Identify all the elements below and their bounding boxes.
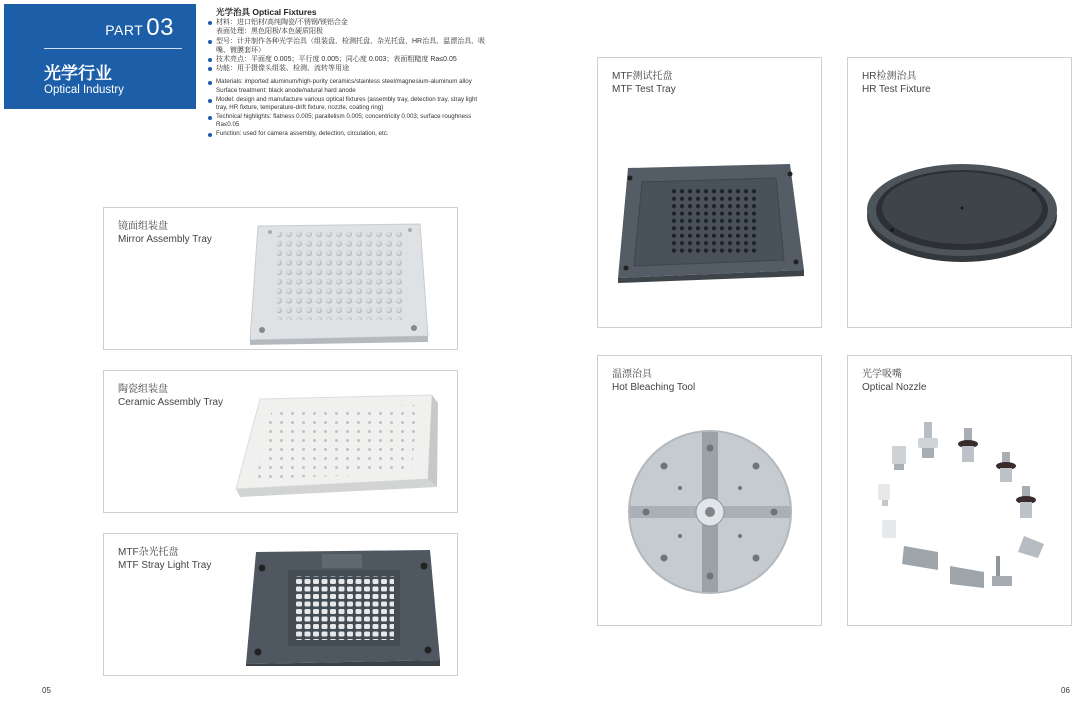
product-card-mtf-test-tray bbox=[597, 57, 822, 328]
product-card-mtf-stray-light-tray bbox=[103, 533, 458, 676]
intro-en-line: Surface treatment: black anode/natural hard anode bbox=[216, 87, 356, 95]
product-title bbox=[118, 546, 211, 572]
product-title bbox=[118, 220, 212, 246]
intro-en-line: Ra≤0.05 bbox=[216, 121, 240, 129]
hr-test-fixture-image bbox=[862, 158, 1062, 268]
product-name-en: Mirror Assembly Tray bbox=[118, 234, 212, 245]
intro-cn-line: 型号：计并制作各种光学治具（组装盘、检测托盘、杂光托盘、HR治具、温漂治具、吸 bbox=[206, 37, 522, 46]
mtf-stray-light-tray-image bbox=[244, 548, 444, 666]
intro-en-line: Function: used for camera assembly, detection, circulation, etc. bbox=[206, 130, 522, 139]
product-name-en: Ceramic Assembly Tray bbox=[118, 397, 224, 408]
product-name-cn: MTF杂光托盘 bbox=[118, 547, 179, 558]
intro-cn-line: 表面处理：黑色阳极/本色硬质阳极 bbox=[216, 28, 323, 36]
product-name-cn: 温漂治具 bbox=[612, 369, 652, 380]
intro-en-line: Technical highlights: flatness 0.005; parallelism 0.005; concentricity 0.003; surface roughness bbox=[206, 113, 522, 122]
intro-en-line: Model: design and manufacture various optical fixtures (assembly tray, detection tray, stray light bbox=[206, 96, 522, 105]
intro-cn-line: 材料：进口铝材/高纯陶瓷/不锈钢/镁铝合金 bbox=[206, 18, 522, 27]
part-divider bbox=[44, 48, 182, 49]
intro-cn-line: 技术亮点：平面度 0.005；平行度 0.005；同心度 0.003；表面粗糙度 Ra≤0.05 bbox=[206, 55, 522, 64]
product-name-en: Optical Nozzle bbox=[862, 382, 927, 393]
industry-title-cn: 光学行业 bbox=[44, 64, 112, 83]
intro-en-line: tray, HR fixture, temperature-drift fixture, nozzle, coating ring) bbox=[216, 104, 384, 112]
product-name-en: MTF Stray Light Tray bbox=[118, 560, 212, 571]
product-name-cn: HR检测治具 bbox=[862, 71, 917, 82]
product-card-hot-bleaching-tool bbox=[597, 355, 822, 626]
product-card-mirror-assembly-tray bbox=[103, 207, 458, 350]
part-label bbox=[105, 14, 174, 42]
product-name-en: MTF Test Tray bbox=[612, 84, 676, 95]
intro-title: 光学治具 Optical Fixtures bbox=[216, 7, 317, 17]
page-number-right: 06 bbox=[1061, 686, 1070, 695]
product-name-en: HR Test Fixture bbox=[862, 84, 931, 95]
product-title bbox=[612, 368, 695, 394]
product-name-cn: 陶瓷组装盘 bbox=[118, 384, 168, 395]
page-number-left: 05 bbox=[42, 686, 51, 695]
part-header-block bbox=[4, 4, 196, 109]
product-title bbox=[118, 383, 223, 409]
mirror-assembly-tray-image bbox=[244, 220, 434, 345]
product-name-cn: 光学吸嘴 bbox=[862, 369, 902, 380]
product-title bbox=[862, 368, 926, 394]
product-name-cn: 镜面组装盘 bbox=[118, 221, 168, 232]
mtf-test-tray-image bbox=[614, 158, 809, 283]
intro-section bbox=[206, 8, 522, 139]
part-word: PART bbox=[105, 22, 144, 38]
product-name-en: Hot Bleaching Tool bbox=[612, 382, 696, 393]
product-card-optical-nozzle bbox=[847, 355, 1072, 626]
part-number: 03 bbox=[146, 14, 174, 41]
intro-cn-line: 嘴、镀膜套环） bbox=[216, 46, 265, 54]
intro-cn-line: 功能：用于摄像头组装、检测、流转等用途 bbox=[206, 64, 522, 73]
product-title bbox=[862, 70, 931, 96]
ceramic-assembly-tray-image bbox=[232, 391, 442, 501]
product-name-cn: MTF测试托盘 bbox=[612, 71, 673, 82]
product-card-hr-test-fixture bbox=[847, 57, 1072, 328]
industry-title-en: Optical Industry bbox=[44, 84, 124, 96]
optical-nozzle-image bbox=[866, 416, 1056, 596]
product-title bbox=[612, 70, 676, 96]
intro-en-line: Materials: imported aluminum/high-purity ceramics/stainless steel/magnesium-aluminum alloy bbox=[206, 78, 522, 87]
product-card-ceramic-assembly-tray bbox=[103, 370, 458, 513]
hot-bleaching-tool-image bbox=[624, 426, 796, 598]
